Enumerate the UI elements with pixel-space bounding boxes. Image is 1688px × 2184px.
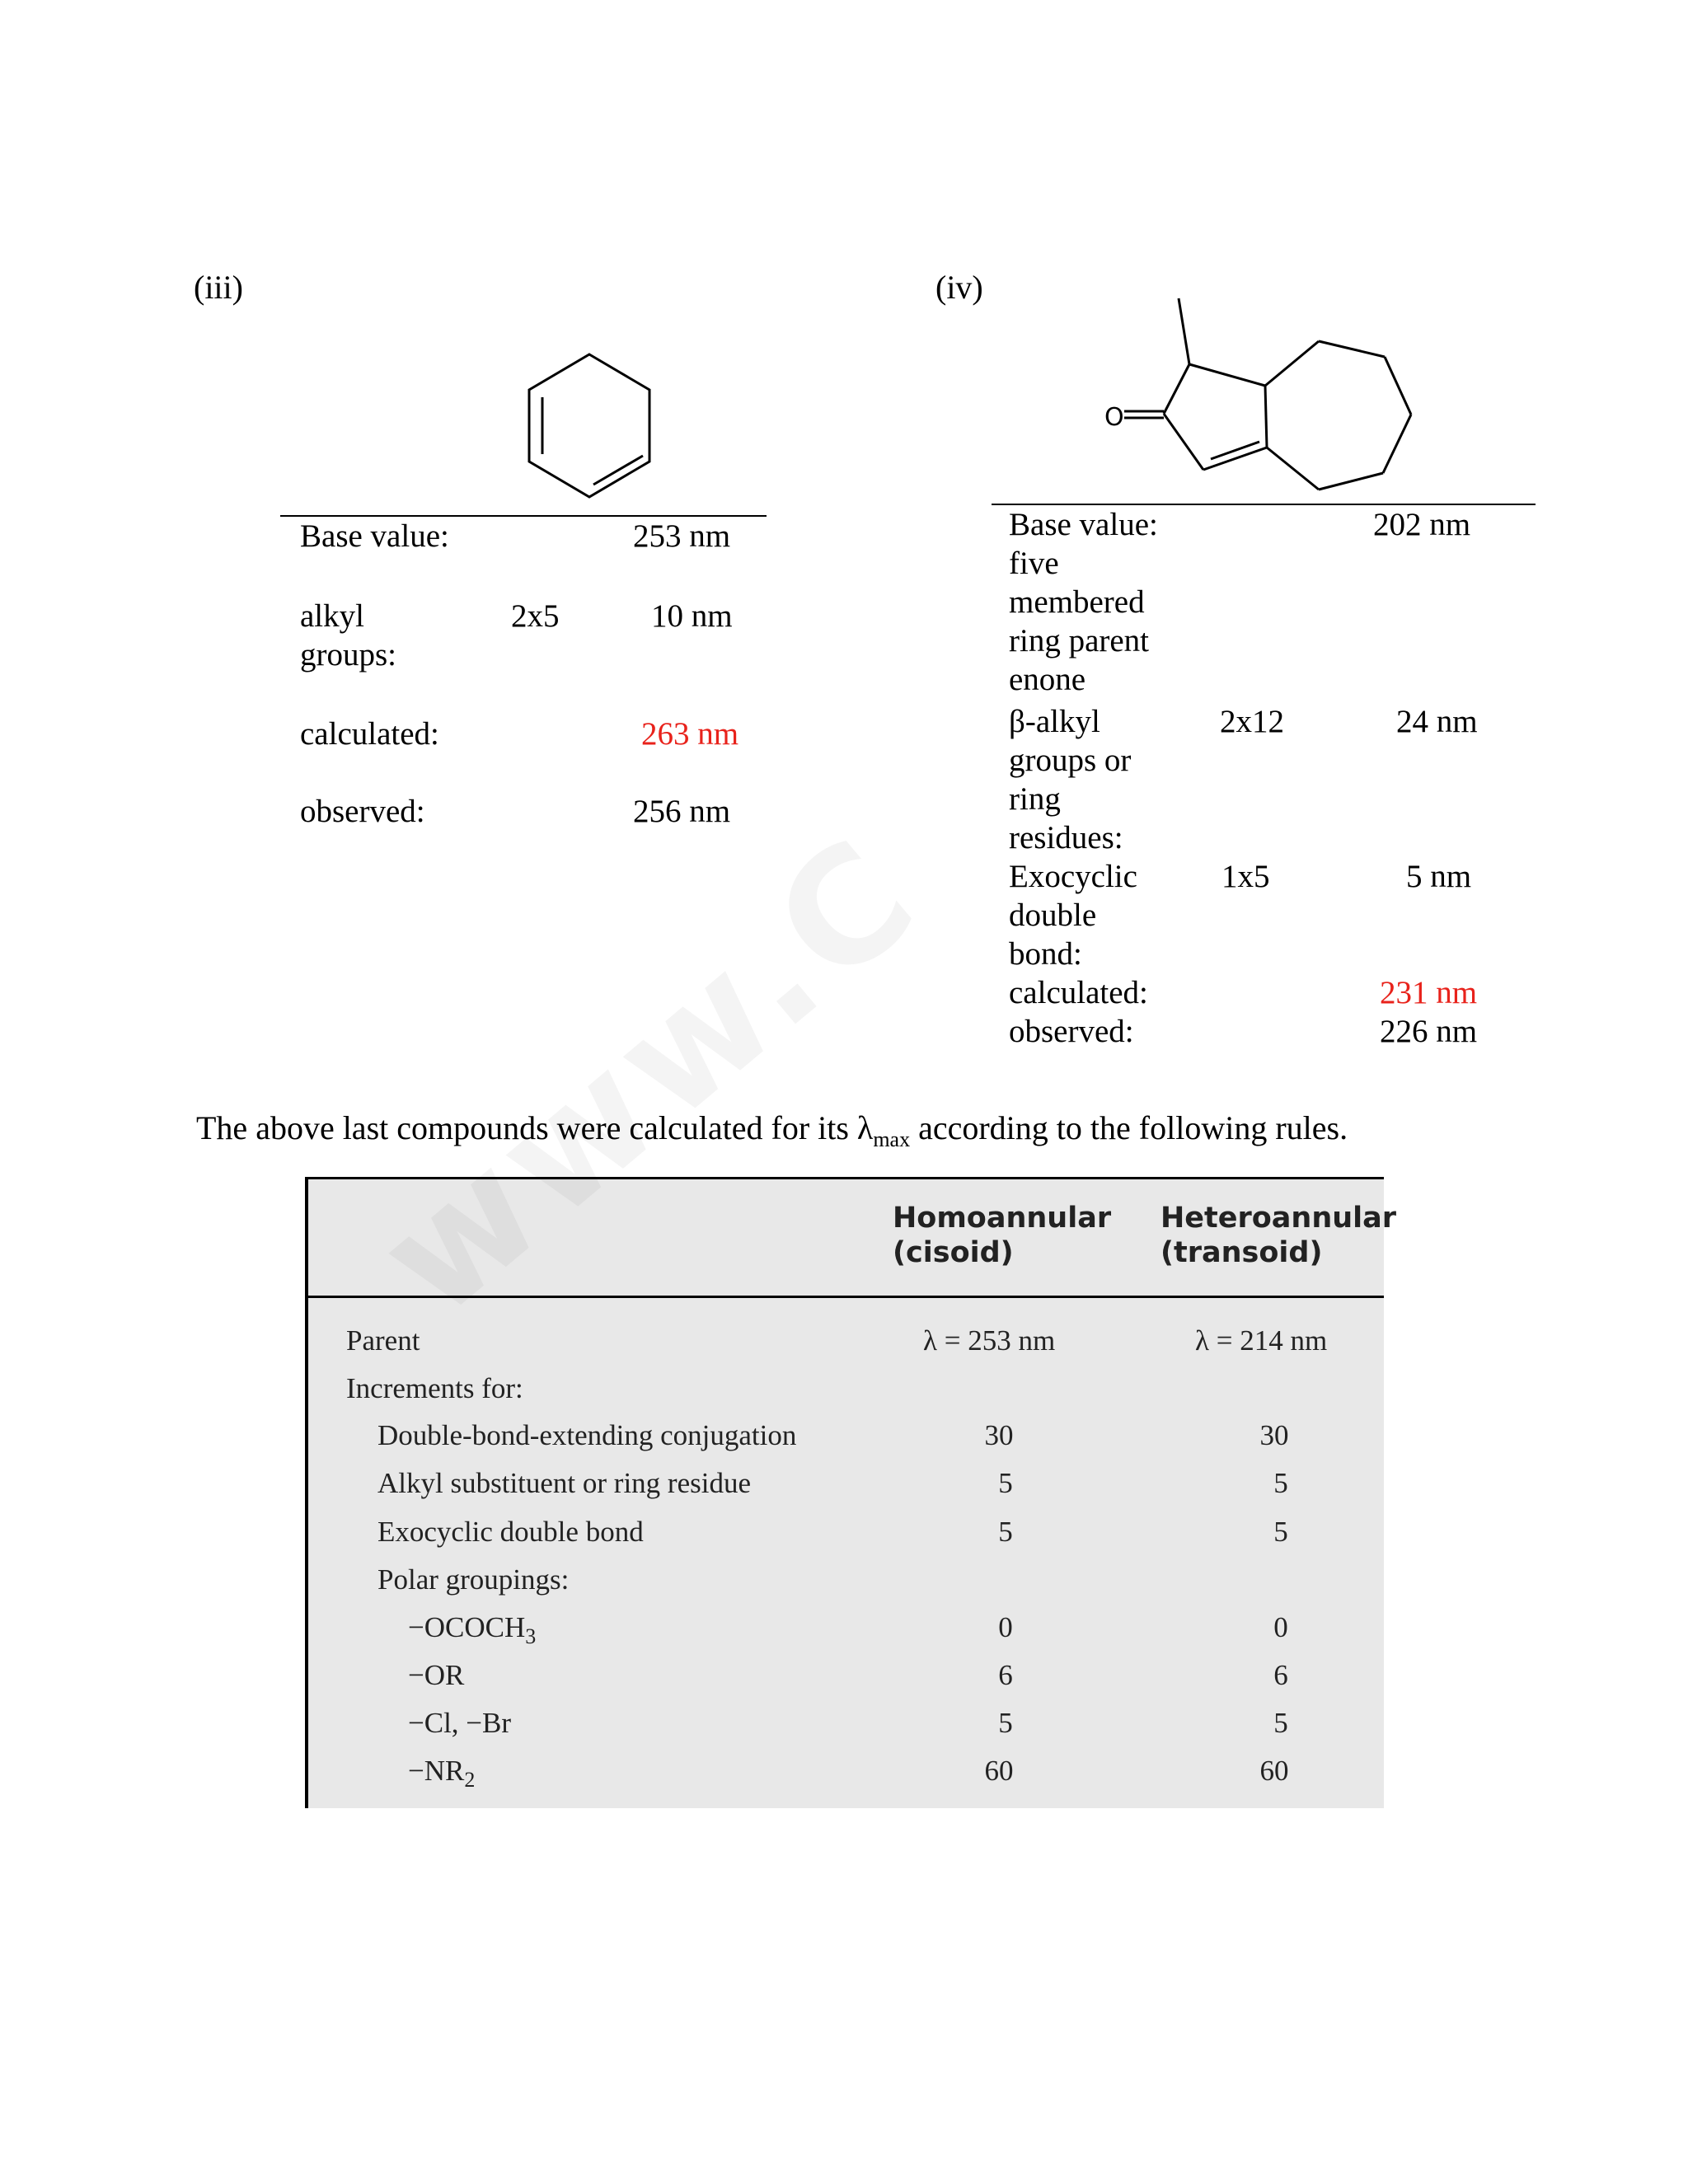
increment-row-label: Exocyclic double bond	[377, 1516, 644, 1548]
iv-exo-line-3: bond:	[1009, 936, 1082, 972]
rules-caption	[196, 1108, 1348, 1152]
polar-row-subscript: 2	[464, 1768, 476, 1792]
increment-row-homo: 5	[998, 1516, 1013, 1548]
iv-beta-line-2: groups or	[1009, 743, 1132, 778]
iv-exo-line-1: Exocyclic	[1009, 859, 1137, 894]
header-homoannular-line-2: (cisoid)	[893, 1236, 1014, 1269]
iv-base-line-2: five	[1009, 546, 1059, 581]
iv-calculated-label: calculated:	[1009, 975, 1148, 1010]
compound-iii-label: (iii)	[194, 269, 243, 306]
polar-row-hetero: 0	[1273, 1611, 1288, 1643]
iv-base-line-1: Base value:	[1009, 507, 1158, 542]
polar-row-formula: −OR	[408, 1659, 465, 1691]
header-homoannular-line-1: Homoannular	[893, 1202, 1112, 1235]
increment-row-hetero: 30	[1259, 1419, 1289, 1451]
table-header-rule	[306, 1296, 1384, 1298]
iv-base-line-4: ring parent	[1009, 623, 1150, 658]
polar-row-label	[408, 1707, 511, 1740]
row-base-label: Base value:	[300, 518, 449, 554]
polar-row-formula: −OCOCH	[408, 1611, 526, 1643]
header-heteroannular	[1160, 1201, 1396, 1270]
parent-homo-value: λ = 253 nm	[923, 1324, 1056, 1357]
parent-label: Parent	[346, 1324, 420, 1357]
polar-row-subscript: 3	[525, 1624, 537, 1648]
polar-row-label	[408, 1659, 464, 1692]
caption-text-after: according to the following rules.	[910, 1109, 1348, 1146]
row-observed-value: 256 nm	[633, 794, 731, 829]
header-heteroannular-line-2: (transoid)	[1160, 1236, 1323, 1269]
table-top-rule	[306, 1177, 1384, 1179]
polar-row-homo: 6	[998, 1659, 1013, 1691]
iv-exo-line-2: double	[1009, 898, 1097, 933]
iv-beta-line-1: β-alkyl	[1009, 704, 1100, 739]
polar-row-hetero: 60	[1259, 1755, 1289, 1787]
header-heteroannular-line-1: Heteroannular	[1160, 1202, 1397, 1235]
row-alkyl-label-1: alkyl	[300, 598, 364, 634]
iv-beta-line-4: residues:	[1009, 820, 1123, 855]
header-homoannular	[893, 1201, 1111, 1270]
increment-row-hetero: 5	[1273, 1516, 1288, 1548]
polar-row-hetero: 5	[1273, 1707, 1288, 1739]
row-calculated-label: calculated:	[300, 716, 439, 752]
parent-hetero-value: λ = 214 nm	[1195, 1324, 1328, 1357]
iv-observed-value: 226 nm	[1380, 1014, 1478, 1049]
polar-row-formula: −Cl, −Br	[408, 1707, 512, 1739]
polar-row-label	[408, 1755, 475, 1797]
iv-exo-value: 5 nm	[1406, 859, 1472, 894]
row-observed-label: observed:	[300, 794, 425, 829]
table-left-border	[305, 1177, 308, 1808]
iv-beta-line-3: ring	[1009, 781, 1061, 817]
row-base-value: 253 nm	[633, 518, 731, 554]
polar-row-homo: 60	[984, 1755, 1014, 1787]
polar-row-hetero: 6	[1273, 1659, 1288, 1691]
increment-row-homo: 30	[984, 1419, 1014, 1451]
iv-base-line-5: enone	[1009, 662, 1086, 697]
bicyclic-enone-structure	[1071, 288, 1434, 503]
increment-row-label: Alkyl substituent or ring residue	[377, 1467, 752, 1499]
increment-row-hetero: 5	[1273, 1467, 1288, 1499]
row-alkyl-value: 10 nm	[651, 598, 733, 634]
increment-row-label: Double-bond-extending conjugation	[377, 1419, 797, 1451]
oxygen-atom: O	[1104, 403, 1124, 432]
increments-label: Increments for:	[346, 1372, 523, 1404]
row-calculated-value: 263 nm	[641, 716, 739, 752]
iv-beta-mult: 2x12	[1220, 704, 1284, 739]
iv-calculated-value: 231 nm	[1380, 975, 1478, 1010]
row-alkyl-label-2: groups:	[300, 637, 396, 673]
caption-text-before: The above last compounds were calculated for its λ	[196, 1109, 874, 1146]
iv-beta-value: 24 nm	[1396, 704, 1478, 739]
iv-exo-mult: 1x5	[1221, 859, 1270, 894]
polar-row-label	[408, 1611, 536, 1653]
increment-row-homo: 5	[998, 1467, 1013, 1499]
cyclohexadiene-structure	[511, 346, 659, 503]
polar-groupings-label: Polar groupings:	[377, 1563, 570, 1596]
iv-observed-label: observed:	[1009, 1014, 1134, 1049]
compound-iv-label: (iv)	[935, 269, 983, 306]
polar-row-homo: 0	[998, 1611, 1013, 1643]
iv-base-value: 202 nm	[1373, 507, 1471, 542]
polar-row-formula: −NR	[408, 1755, 465, 1787]
polar-row-homo: 5	[998, 1707, 1013, 1739]
caption-subscript: max	[873, 1127, 911, 1151]
row-alkyl-mult: 2x5	[511, 598, 560, 634]
iv-base-line-3: membered	[1009, 584, 1145, 620]
